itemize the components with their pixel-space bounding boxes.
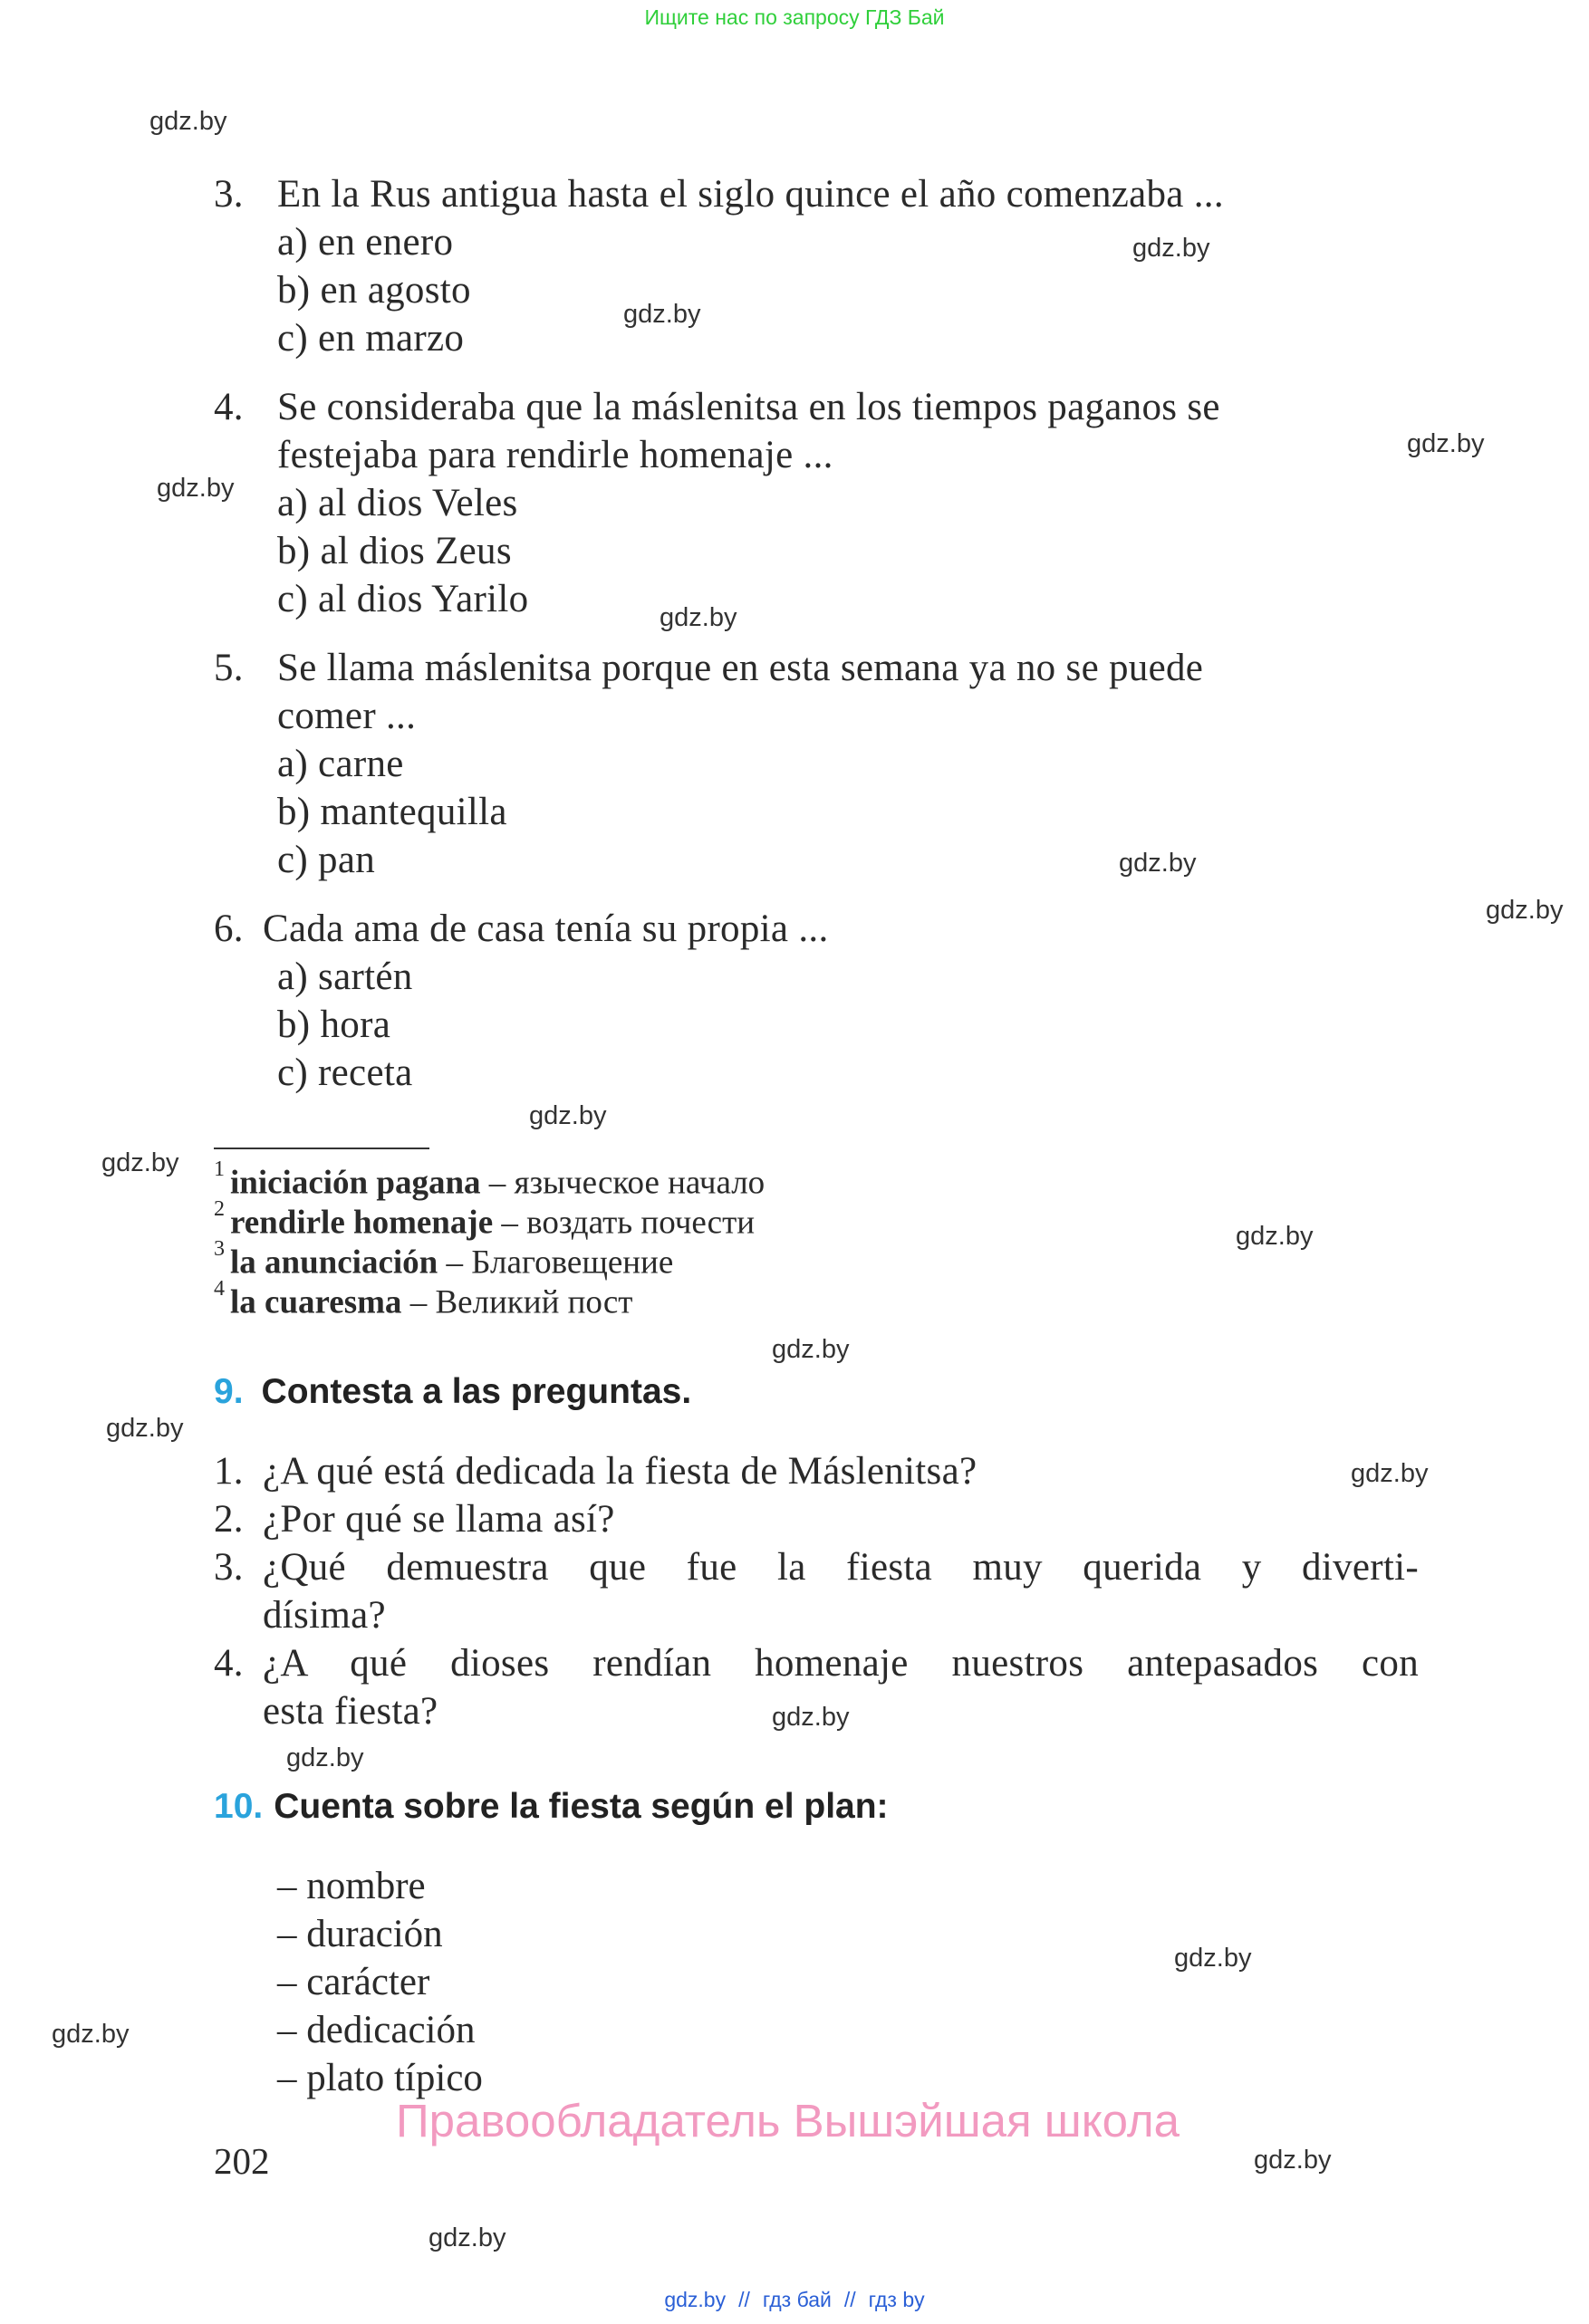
watermark: gdz.by <box>772 1703 850 1732</box>
question-text-line2: festejaba para rendirle homenaje ... <box>277 434 833 476</box>
exercise-9-item-1 <box>214 1449 977 1493</box>
footnote-translation: – воздать почести <box>493 1204 756 1242</box>
link-separator: // <box>843 2288 856 2311</box>
exercise-title: Cuenta sobre la fiesta según el plan: <box>274 1787 889 1826</box>
watermark: gdz.by <box>529 1101 607 1130</box>
top-banner[interactable]: Ищите нас по запросу ГДЗ Бай <box>644 5 945 29</box>
bottom-links <box>0 2288 1589 2312</box>
exercise-9-item-4 <box>214 1641 1419 1685</box>
item-text: ¿Por qué se llama así? <box>263 1498 615 1541</box>
watermark: gdz.by <box>1486 896 1564 925</box>
option-b: b) en agosto <box>277 269 471 312</box>
plan-item-duracion: – duración <box>277 1913 443 1955</box>
question-number: 4. <box>214 386 244 428</box>
footnote-3 <box>214 1237 674 1282</box>
question-4 <box>214 385 1220 429</box>
footnote-term: iniciación pagana <box>230 1164 481 1202</box>
exercise-10-heading <box>214 1787 889 1827</box>
question-text: Cada ama de casa tenía su propia ... <box>263 908 829 950</box>
question-number: 5. <box>214 647 244 689</box>
copyright-notice: Правообладатель Вышэйшая школа <box>396 2095 1180 2146</box>
plan-item-plato-tipico: – plato típico <box>277 2057 483 2099</box>
item-number: 3. <box>214 1546 244 1589</box>
exercise-number: 10. <box>214 1787 264 1826</box>
option-b: b) hora <box>277 1004 391 1046</box>
option-b: b) al dios Zeus <box>277 530 512 572</box>
watermark: gdz.by <box>660 603 737 632</box>
watermark: gdz.by <box>429 2223 506 2252</box>
footnote-translation: – Благовещение <box>438 1244 674 1282</box>
plan-item-dedicacion: – dedicación <box>277 2009 476 2051</box>
exercise-9-item-2 <box>214 1497 615 1541</box>
watermark: gdz.by <box>101 1148 179 1177</box>
item-number: 4. <box>214 1642 244 1685</box>
footnote-term: rendirle homenaje <box>230 1204 494 1242</box>
option-c: c) receta <box>277 1052 413 1094</box>
exercise-9-heading <box>214 1372 691 1412</box>
footnote-translation: – Великий пост <box>401 1283 633 1321</box>
option-a: a) al dios Veles <box>277 482 518 524</box>
option-a: a) en enero <box>277 221 454 264</box>
watermark: gdz.by <box>106 1414 184 1443</box>
watermark: gdz.by <box>1236 1222 1314 1251</box>
footnote-marker: 4 <box>214 1277 225 1301</box>
watermark: gdz.by <box>52 2020 130 2049</box>
item-number: 2. <box>214 1498 244 1541</box>
item-text-line2: dísima? <box>263 1594 386 1637</box>
option-c: c) pan <box>277 839 376 881</box>
question-text-line2: comer ... <box>277 695 417 737</box>
footnote-marker: 1 <box>214 1157 225 1181</box>
footnote-1 <box>214 1157 766 1202</box>
question-number: 3. <box>214 173 244 216</box>
exercise-9-item-3 <box>214 1545 1419 1589</box>
exercise-number: 9. <box>214 1372 244 1411</box>
watermark: gdz.by <box>623 300 701 329</box>
watermark: gdz.by <box>1119 849 1197 878</box>
question-3 <box>214 172 1224 216</box>
option-c: c) en marzo <box>277 317 465 360</box>
item-text-line1: ¿Qué demuestra que fue la fiesta muy querida y diverti- <box>263 1546 1419 1589</box>
watermark: gdz.by <box>149 107 227 136</box>
watermark: gdz.by <box>1254 2146 1332 2175</box>
question-text: En la Rus antigua hasta el siglo quince el año comenzaba ... <box>277 173 1224 216</box>
watermark: gdz.by <box>1132 234 1210 263</box>
option-a: a) carne <box>277 743 404 785</box>
option-c: c) al dios Yarilo <box>277 578 529 620</box>
question-6 <box>214 907 829 951</box>
footnote-4 <box>214 1277 633 1321</box>
question-text-line1: Se llama máslenitsa porque en esta semana ya no se puede <box>277 647 1204 689</box>
watermark: gdz.by <box>1174 1944 1252 1973</box>
plan-item-nombre: – nombre <box>277 1865 426 1907</box>
plan-item-caracter: – carácter <box>277 1961 430 2003</box>
footnote-marker: 2 <box>214 1197 225 1221</box>
watermark: gdz.by <box>1351 1459 1429 1488</box>
watermark: gdz.by <box>1407 429 1485 458</box>
option-b: b) mantequilla <box>277 791 507 833</box>
question-number: 6. <box>214 908 244 950</box>
option-a: a) sartén <box>277 956 413 998</box>
item-text-line1: ¿A qué dioses rendían homenaje nuestros antepasados con <box>263 1642 1419 1685</box>
footnote-marker: 3 <box>214 1237 225 1261</box>
watermark: gdz.by <box>286 1743 364 1772</box>
bottom-link-gdz-by[interactable]: gdz.by <box>664 2288 727 2311</box>
watermark: gdz.by <box>772 1335 850 1364</box>
bottom-link-gdz-bai[interactable]: гдз бай <box>762 2288 832 2311</box>
item-text-line2: esta fiesta? <box>263 1690 438 1733</box>
footnote-translation: – языческое начало <box>480 1164 766 1202</box>
footnote-term: la cuaresma <box>230 1283 402 1321</box>
item-text: ¿A qué está dedicada la fiesta de Máslenitsa? <box>263 1450 977 1493</box>
bottom-link-gdz-by-cyr[interactable]: гдз by <box>868 2288 925 2311</box>
watermark: gdz.by <box>157 474 235 503</box>
footnote-divider <box>214 1148 429 1149</box>
footnote-term: la anunciación <box>230 1244 438 1282</box>
item-number: 1. <box>214 1450 244 1493</box>
link-separator: // <box>738 2288 750 2311</box>
footnote-2 <box>214 1197 756 1242</box>
exercise-title: Contesta a las preguntas. <box>261 1372 692 1411</box>
question-5 <box>214 646 1203 690</box>
page-number: 202 <box>214 2140 270 2182</box>
question-text-line1: Se consideraba que la máslenitsa en los tiempos paganos se <box>277 386 1220 428</box>
